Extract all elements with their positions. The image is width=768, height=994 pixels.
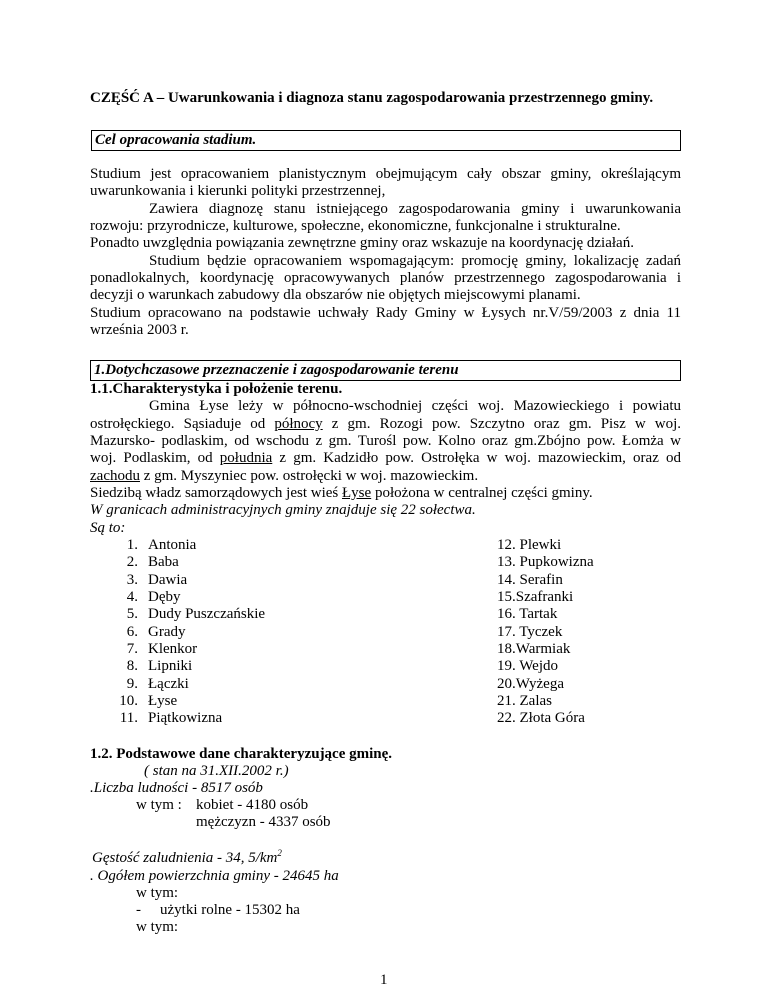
population: .Liczba ludności - 8517 osób (90, 780, 263, 796)
list-item: 18.Warmiak (497, 641, 571, 657)
location-line: Mazursko- podlaskim, od wschodu z gm. Turośl pow. Kolno oraz gm.Zbójno pow. Łomża w (90, 433, 681, 449)
list-item: 2. Baba (126, 554, 179, 570)
section-goal-heading: Cel opracowania stadium. (91, 130, 681, 151)
goal-line: rozwoju: przyrodnicze, kulturowe, społeczne, ekonomiczne, funkcjonalne i strukturalne. (90, 218, 621, 234)
list-item: 13. Pupkowizna (497, 554, 594, 570)
goal-line: września 2003 r. (90, 322, 189, 338)
area-including-label: w tym: (136, 885, 179, 901)
location-line: woj. Podlaskim, od południa z gm. Kadzidło pow. Ostrołęka w woj. mazowieckim, oraz od (90, 450, 681, 466)
list-item: 11. Piątkowizna (119, 710, 223, 726)
location-line: zachodu z gm. Myszyniec pow. ostrołęcki w woj. mazowieckim. (90, 468, 479, 484)
total-area: . Ogółem powierzchnia gminy - 24645 ha (90, 868, 339, 884)
population-density: Gęstość zaludnienia - 34, $5/km^2$ (92, 848, 282, 866)
list-item: 15.Szafranki (497, 589, 574, 605)
agri-including-label: w tym: (136, 919, 179, 935)
goal-line: ponadlokalnych, koordynację opracowywanych planów przestrzennego zagospodarowania i (90, 270, 681, 286)
list-item: 22. Złota Góra (497, 710, 585, 726)
villages-intro: W granicach administracyjnych gminy znajduje się 22 sołectwa. (90, 502, 476, 518)
goal-line: Zawiera diagnozę stanu istniejącego zagospodarowania gminy i uwarunkowania (149, 201, 681, 217)
list-item: 20.Wyżega (497, 676, 564, 692)
population-breakdown: w tym : kobiet - 4180 osób (136, 797, 309, 813)
population-men: mężczyzn - 4337 osób (196, 814, 331, 830)
list-item: 7. Klenkor (126, 641, 198, 657)
list-item: 16. Tartak (497, 606, 558, 622)
document-title: CZĘŚĆ A – Uwarunkowania i diagnoza stanu zagospodarowania przestrzennego gminy. (90, 90, 654, 106)
list-item: 1. Antonia (126, 537, 197, 553)
goal-line: decyzji o warunkach zabudowy dla obszarów nie objętych miejscowymi planami. (90, 287, 581, 303)
goal-line: Studium będzie opracowaniem wspomagającym: promocję gminy, lokalizację zadań (149, 253, 681, 269)
goal-line: Studium opracowano na podstawie uchwały Rady Gminy w Łysych nr.V/59/2003 z dnia 11 (90, 305, 681, 321)
list-item: 12. Plewki (497, 537, 562, 553)
location-line: Siedzibą władz samorządowych jest wieś Łyse położona w centralnej części gminy. (90, 485, 593, 501)
list-item: 6. Grady (126, 624, 186, 640)
list-item: 21. Zalas (497, 693, 552, 709)
villages-list-label: Są to: (90, 520, 126, 536)
list-item: 4. Dęby (126, 589, 181, 605)
list-item: 10. Łyse (119, 693, 178, 709)
section12-heading: 1.2. Podstawowe dane charakteryzujące gminę. (90, 746, 393, 762)
list-item: 14. Serafin (497, 572, 563, 588)
goal-line: Studium jest opracowaniem planistycznym obejmującym cały obszar gminy, określającym (90, 166, 681, 182)
goal-line: Ponadto uwzględnia powiązania zewnętrzne gminy oraz wskazuje na koordynację działań. (90, 235, 634, 251)
agricultural-land: - użytki rolne - 15302 ha (136, 902, 300, 918)
location-line: ostrołęckiego. Sąsiaduje od północy z gm. Rozogi pow. Szczytno oraz gm. Pisz w woj. (90, 416, 682, 432)
list-item: 3. Dawia (126, 572, 188, 588)
data-date: ( stan na 31.XII.2002 r.) (144, 763, 289, 779)
list-item: 19. Wejdo (497, 658, 559, 674)
list-item: 5. Dudy Puszczańskie (126, 606, 266, 622)
list-item: 17. Tyczek (497, 624, 563, 640)
list-item: 8. Lipniki (126, 658, 193, 674)
section1-heading: 1.Dotychczasowe przeznaczenie i zagospodarowanie terenu (90, 360, 681, 381)
list-item: 9. Łączki (126, 676, 189, 692)
location-line: Gmina Łyse leży w północno-wschodniej części woj. Mazowieckiego i powiatu (149, 398, 681, 414)
goal-line: uwarunkowania i kierunki polityki przestrzennej, (90, 183, 386, 199)
section11-heading: 1.1.Charakterystyka i położenie terenu. (90, 381, 343, 397)
page-number: 1 (380, 972, 388, 988)
